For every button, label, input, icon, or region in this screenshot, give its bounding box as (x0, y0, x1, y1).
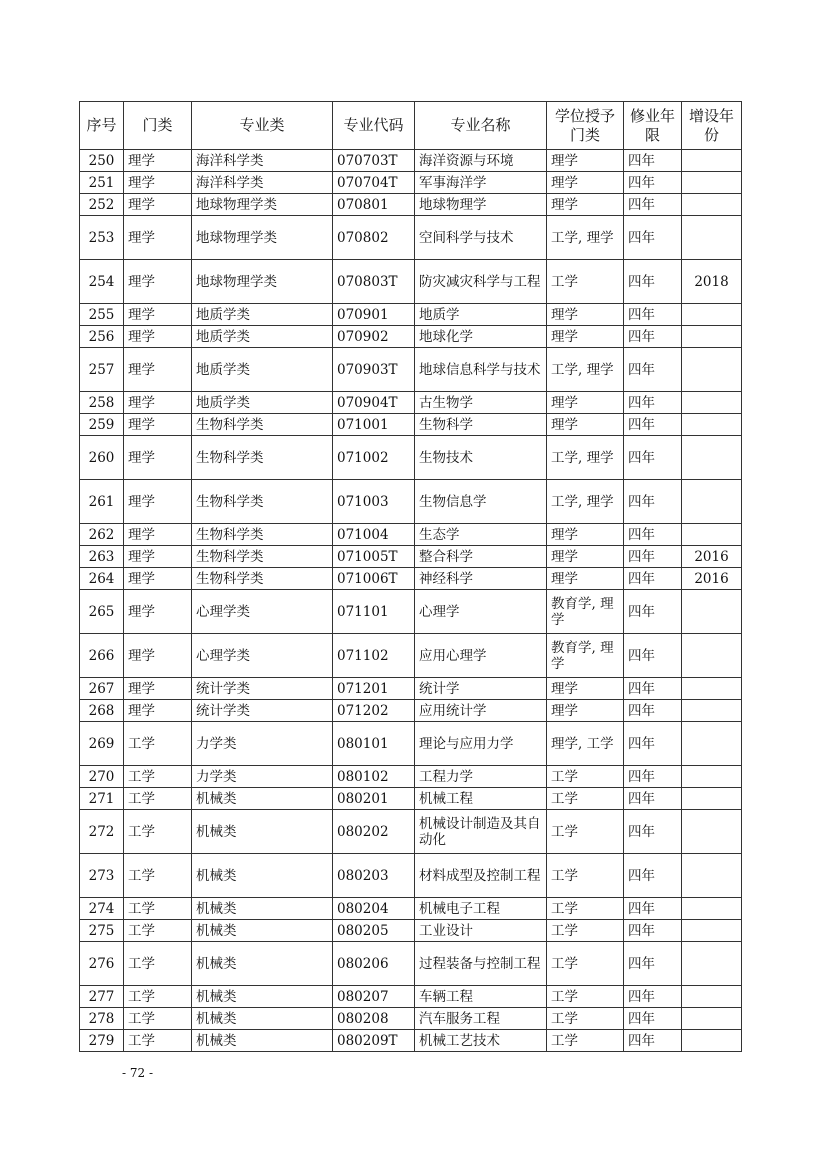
cell-seq: 260 (80, 436, 124, 480)
cell-degree: 工学 (547, 1030, 624, 1052)
cell-added-year (682, 700, 742, 722)
cell-major-name: 空间科学与技术 (415, 216, 547, 260)
cell-seq: 275 (80, 920, 124, 942)
cell-years: 四年 (624, 898, 682, 920)
cell-category: 理学 (124, 546, 192, 568)
header-study-years: 修业年限 (624, 102, 682, 150)
cell-category: 理学 (124, 414, 192, 436)
cell-added-year (682, 1030, 742, 1052)
cell-major-code: 080207 (333, 986, 415, 1008)
cell-added-year (682, 986, 742, 1008)
header-added-year: 增设年份 (682, 102, 742, 150)
cell-major-class: 统计学类 (192, 700, 333, 722)
cell-years: 四年 (624, 194, 682, 216)
cell-major-code: 080102 (333, 766, 415, 788)
cell-major-name: 地球物理学 (415, 194, 547, 216)
table-row (80, 898, 742, 920)
cell-category: 工学 (124, 766, 192, 788)
cell-major-class: 机械类 (192, 1008, 333, 1030)
cell-added-year (682, 414, 742, 436)
cell-years: 四年 (624, 524, 682, 546)
cell-major-class: 机械类 (192, 920, 333, 942)
cell-category: 工学 (124, 788, 192, 810)
cell-seq: 261 (80, 480, 124, 524)
table-row (80, 590, 742, 634)
cell-added-year: 2016 (682, 568, 742, 590)
cell-category: 理学 (124, 392, 192, 414)
cell-major-name: 机械工艺技术 (415, 1030, 547, 1052)
cell-years: 四年 (624, 568, 682, 590)
cell-years: 四年 (624, 304, 682, 326)
cell-major-code: 080204 (333, 898, 415, 920)
cell-major-name: 地质学 (415, 304, 547, 326)
cell-degree: 工学 (547, 766, 624, 788)
cell-degree: 理学 (547, 568, 624, 590)
table-header (80, 102, 742, 150)
cell-major-name: 防灾减灾科学与工程 (415, 260, 547, 304)
cell-added-year: 2018 (682, 260, 742, 304)
cell-degree: 理学 (547, 172, 624, 194)
cell-major-class: 机械类 (192, 810, 333, 854)
cell-major-code: 071004 (333, 524, 415, 546)
cell-category: 理学 (124, 678, 192, 700)
cell-years: 四年 (624, 414, 682, 436)
cell-major-name: 材料成型及控制工程 (415, 854, 547, 898)
cell-category: 理学 (124, 304, 192, 326)
cell-seq: 258 (80, 392, 124, 414)
cell-years: 四年 (624, 788, 682, 810)
cell-major-class: 海洋科学类 (192, 172, 333, 194)
cell-years: 四年 (624, 766, 682, 788)
header-seq: 序号 (80, 102, 124, 150)
cell-major-class: 心理学类 (192, 634, 333, 678)
cell-years: 四年 (624, 854, 682, 898)
cell-degree: 工学, 理学 (547, 348, 624, 392)
cell-major-code: 071101 (333, 590, 415, 634)
cell-major-class: 生物科学类 (192, 524, 333, 546)
cell-major-code: 080205 (333, 920, 415, 942)
cell-major-code: 080203 (333, 854, 415, 898)
cell-seq: 274 (80, 898, 124, 920)
cell-added-year (682, 810, 742, 854)
cell-years: 四年 (624, 1008, 682, 1030)
cell-major-code: 070901 (333, 304, 415, 326)
table-row (80, 942, 742, 986)
cell-added-year (682, 150, 742, 172)
header-degree-category: 学位授予门类 (547, 102, 624, 150)
cell-major-code: 070802 (333, 216, 415, 260)
cell-added-year (682, 1008, 742, 1030)
cell-major-code: 071003 (333, 480, 415, 524)
cell-major-code: 071201 (333, 678, 415, 700)
cell-major-class: 地质学类 (192, 304, 333, 326)
cell-degree: 理学 (547, 524, 624, 546)
cell-major-class: 地质学类 (192, 326, 333, 348)
cell-degree: 理学 (547, 392, 624, 414)
cell-degree: 工学 (547, 920, 624, 942)
cell-seq: 253 (80, 216, 124, 260)
cell-major-code: 080209T (333, 1030, 415, 1052)
cell-major-code: 070902 (333, 326, 415, 348)
cell-category: 理学 (124, 634, 192, 678)
table-row (80, 700, 742, 722)
cell-category: 理学 (124, 326, 192, 348)
header-category: 门类 (124, 102, 192, 150)
cell-major-class: 生物科学类 (192, 436, 333, 480)
header-major-code: 专业代码 (333, 102, 415, 150)
table-row (80, 788, 742, 810)
cell-major-class: 生物科学类 (192, 546, 333, 568)
cell-major-name: 机械工程 (415, 788, 547, 810)
cell-degree: 理学 (547, 194, 624, 216)
cell-major-code: 071005T (333, 546, 415, 568)
table-row (80, 920, 742, 942)
table-row (80, 854, 742, 898)
table-row (80, 194, 742, 216)
cell-added-year (682, 766, 742, 788)
cell-category: 理学 (124, 568, 192, 590)
cell-major-name: 生物技术 (415, 436, 547, 480)
cell-seq: 268 (80, 700, 124, 722)
cell-major-class: 统计学类 (192, 678, 333, 700)
cell-seq: 273 (80, 854, 124, 898)
table-row (80, 436, 742, 480)
cell-major-code: 070803T (333, 260, 415, 304)
cell-added-year (682, 436, 742, 480)
cell-seq: 257 (80, 348, 124, 392)
cell-major-class: 机械类 (192, 898, 333, 920)
cell-major-name: 应用统计学 (415, 700, 547, 722)
cell-category: 工学 (124, 920, 192, 942)
cell-category: 工学 (124, 854, 192, 898)
cell-major-name: 神经科学 (415, 568, 547, 590)
cell-degree: 教育学, 理学 (547, 634, 624, 678)
cell-major-code: 071202 (333, 700, 415, 722)
cell-major-name: 机械设计制造及其自动化 (415, 810, 547, 854)
cell-seq: 272 (80, 810, 124, 854)
cell-years: 四年 (624, 810, 682, 854)
cell-major-class: 地质学类 (192, 348, 333, 392)
cell-category: 工学 (124, 986, 192, 1008)
cell-major-name: 古生物学 (415, 392, 547, 414)
cell-major-code: 070704T (333, 172, 415, 194)
cell-category: 理学 (124, 348, 192, 392)
cell-seq: 250 (80, 150, 124, 172)
cell-degree: 教育学, 理学 (547, 590, 624, 634)
cell-category: 理学 (124, 436, 192, 480)
header-major-class: 专业类 (192, 102, 333, 150)
cell-added-year (682, 326, 742, 348)
cell-category: 理学 (124, 700, 192, 722)
cell-major-class: 机械类 (192, 1030, 333, 1052)
cell-category: 工学 (124, 1030, 192, 1052)
cell-major-code: 070801 (333, 194, 415, 216)
cell-seq: 256 (80, 326, 124, 348)
cell-added-year (682, 216, 742, 260)
cell-seq: 252 (80, 194, 124, 216)
cell-major-name: 生态学 (415, 524, 547, 546)
cell-seq: 255 (80, 304, 124, 326)
cell-major-class: 机械类 (192, 788, 333, 810)
cell-degree: 工学, 理学 (547, 436, 624, 480)
cell-seq: 262 (80, 524, 124, 546)
cell-major-code: 080202 (333, 810, 415, 854)
cell-added-year (682, 524, 742, 546)
cell-years: 四年 (624, 392, 682, 414)
cell-category: 工学 (124, 722, 192, 766)
cell-added-year (682, 722, 742, 766)
table-row (80, 568, 742, 590)
cell-category: 理学 (124, 172, 192, 194)
table-row (80, 304, 742, 326)
cell-degree: 工学 (547, 986, 624, 1008)
cell-major-class: 地球物理学类 (192, 216, 333, 260)
cell-degree: 工学 (547, 260, 624, 304)
cell-seq: 278 (80, 1008, 124, 1030)
cell-major-class: 地质学类 (192, 392, 333, 414)
cell-years: 四年 (624, 634, 682, 678)
cell-added-year (682, 788, 742, 810)
table-row (80, 986, 742, 1008)
cell-degree: 工学 (547, 788, 624, 810)
cell-seq: 259 (80, 414, 124, 436)
cell-major-name: 统计学 (415, 678, 547, 700)
cell-category: 理学 (124, 194, 192, 216)
cell-category: 工学 (124, 810, 192, 854)
cell-major-class: 生物科学类 (192, 480, 333, 524)
cell-major-class: 生物科学类 (192, 568, 333, 590)
cell-added-year (682, 898, 742, 920)
cell-major-code: 071006T (333, 568, 415, 590)
cell-category: 理学 (124, 260, 192, 304)
cell-major-code: 080206 (333, 942, 415, 986)
table-body (80, 150, 742, 1052)
cell-added-year (682, 392, 742, 414)
cell-degree: 理学 (547, 700, 624, 722)
table-row (80, 634, 742, 678)
cell-major-class: 力学类 (192, 722, 333, 766)
cell-added-year (682, 634, 742, 678)
table-row (80, 678, 742, 700)
cell-major-name: 汽车服务工程 (415, 1008, 547, 1030)
cell-degree: 理学 (547, 414, 624, 436)
cell-degree: 工学 (547, 942, 624, 986)
cell-seq: 267 (80, 678, 124, 700)
cell-seq: 265 (80, 590, 124, 634)
table-row (80, 722, 742, 766)
cell-major-code: 070703T (333, 150, 415, 172)
cell-years: 四年 (624, 722, 682, 766)
cell-years: 四年 (624, 546, 682, 568)
table-row (80, 260, 742, 304)
cell-major-code: 071002 (333, 436, 415, 480)
cell-degree: 理学 (547, 678, 624, 700)
cell-major-class: 机械类 (192, 942, 333, 986)
cell-major-class: 生物科学类 (192, 414, 333, 436)
cell-major-class: 地球物理学类 (192, 194, 333, 216)
cell-category: 理学 (124, 150, 192, 172)
cell-major-name: 生物科学 (415, 414, 547, 436)
cell-major-code: 080201 (333, 788, 415, 810)
cell-years: 四年 (624, 942, 682, 986)
cell-added-year (682, 920, 742, 942)
cell-seq: 269 (80, 722, 124, 766)
cell-major-name: 地球信息科学与技术 (415, 348, 547, 392)
cell-major-code: 080101 (333, 722, 415, 766)
cell-degree: 理学 (547, 546, 624, 568)
cell-major-name: 军事海洋学 (415, 172, 547, 194)
cell-degree: 工学 (547, 1008, 624, 1030)
cell-category: 理学 (124, 590, 192, 634)
cell-major-class: 海洋科学类 (192, 150, 333, 172)
cell-major-class: 机械类 (192, 986, 333, 1008)
table-row (80, 1008, 742, 1030)
cell-major-code: 071001 (333, 414, 415, 436)
cell-seq: 263 (80, 546, 124, 568)
cell-major-name: 机械电子工程 (415, 898, 547, 920)
cell-degree: 工学, 理学 (547, 216, 624, 260)
cell-major-code: 070903T (333, 348, 415, 392)
table-row (80, 546, 742, 568)
cell-major-name: 生物信息学 (415, 480, 547, 524)
table-row (80, 414, 742, 436)
cell-major-class: 心理学类 (192, 590, 333, 634)
table-row (80, 216, 742, 260)
cell-major-class: 地球物理学类 (192, 260, 333, 304)
cell-seq: 276 (80, 942, 124, 986)
table-row (80, 810, 742, 854)
cell-major-name: 海洋资源与环境 (415, 150, 547, 172)
cell-years: 四年 (624, 436, 682, 480)
cell-years: 四年 (624, 326, 682, 348)
header-major-name: 专业名称 (415, 102, 547, 150)
cell-years: 四年 (624, 348, 682, 392)
cell-degree: 工学 (547, 854, 624, 898)
cell-added-year (682, 480, 742, 524)
cell-seq: 277 (80, 986, 124, 1008)
cell-seq: 270 (80, 766, 124, 788)
cell-degree: 工学, 理学 (547, 480, 624, 524)
page-number: - 72 - (122, 1066, 154, 1080)
cell-degree: 理学 (547, 304, 624, 326)
table-row (80, 150, 742, 172)
cell-major-name: 整合科学 (415, 546, 547, 568)
cell-major-name: 理论与应用力学 (415, 722, 547, 766)
table-row (80, 392, 742, 414)
cell-added-year (682, 854, 742, 898)
cell-added-year (682, 194, 742, 216)
cell-major-name: 心理学 (415, 590, 547, 634)
cell-added-year: 2016 (682, 546, 742, 568)
table-row (80, 766, 742, 788)
cell-category: 理学 (124, 524, 192, 546)
cell-added-year (682, 678, 742, 700)
cell-added-year (682, 172, 742, 194)
cell-degree: 工学 (547, 810, 624, 854)
cell-major-class: 力学类 (192, 766, 333, 788)
cell-category: 工学 (124, 1008, 192, 1030)
header-row (80, 102, 742, 150)
cell-added-year (682, 348, 742, 392)
table-row (80, 172, 742, 194)
table-row (80, 524, 742, 546)
cell-major-name: 过程装备与控制工程 (415, 942, 547, 986)
cell-major-name: 车辆工程 (415, 986, 547, 1008)
cell-major-code: 071102 (333, 634, 415, 678)
cell-years: 四年 (624, 590, 682, 634)
cell-major-name: 工程力学 (415, 766, 547, 788)
cell-years: 四年 (624, 216, 682, 260)
cell-seq: 264 (80, 568, 124, 590)
cell-seq: 271 (80, 788, 124, 810)
cell-years: 四年 (624, 678, 682, 700)
table-row (80, 1030, 742, 1052)
cell-years: 四年 (624, 260, 682, 304)
cell-degree: 工学 (547, 898, 624, 920)
cell-major-code: 080208 (333, 1008, 415, 1030)
cell-category: 工学 (124, 898, 192, 920)
table-row (80, 326, 742, 348)
cell-major-class: 机械类 (192, 854, 333, 898)
cell-added-year (682, 304, 742, 326)
cell-major-name: 应用心理学 (415, 634, 547, 678)
cell-major-name: 地球化学 (415, 326, 547, 348)
cell-years: 四年 (624, 986, 682, 1008)
cell-category: 工学 (124, 942, 192, 986)
table-row (80, 348, 742, 392)
cell-major-name: 工业设计 (415, 920, 547, 942)
cell-major-code: 070904T (333, 392, 415, 414)
cell-seq: 251 (80, 172, 124, 194)
cell-years: 四年 (624, 700, 682, 722)
cell-category: 理学 (124, 480, 192, 524)
cell-degree: 理学 (547, 150, 624, 172)
cell-years: 四年 (624, 172, 682, 194)
cell-added-year (682, 590, 742, 634)
cell-years: 四年 (624, 1030, 682, 1052)
cell-degree: 理学 (547, 326, 624, 348)
cell-years: 四年 (624, 150, 682, 172)
cell-seq: 266 (80, 634, 124, 678)
cell-added-year (682, 942, 742, 986)
cell-years: 四年 (624, 920, 682, 942)
cell-category: 理学 (124, 216, 192, 260)
cell-seq: 279 (80, 1030, 124, 1052)
cell-years: 四年 (624, 480, 682, 524)
table-row (80, 480, 742, 524)
cell-degree: 理学, 工学 (547, 722, 624, 766)
cell-seq: 254 (80, 260, 124, 304)
majors-table (79, 101, 742, 1052)
